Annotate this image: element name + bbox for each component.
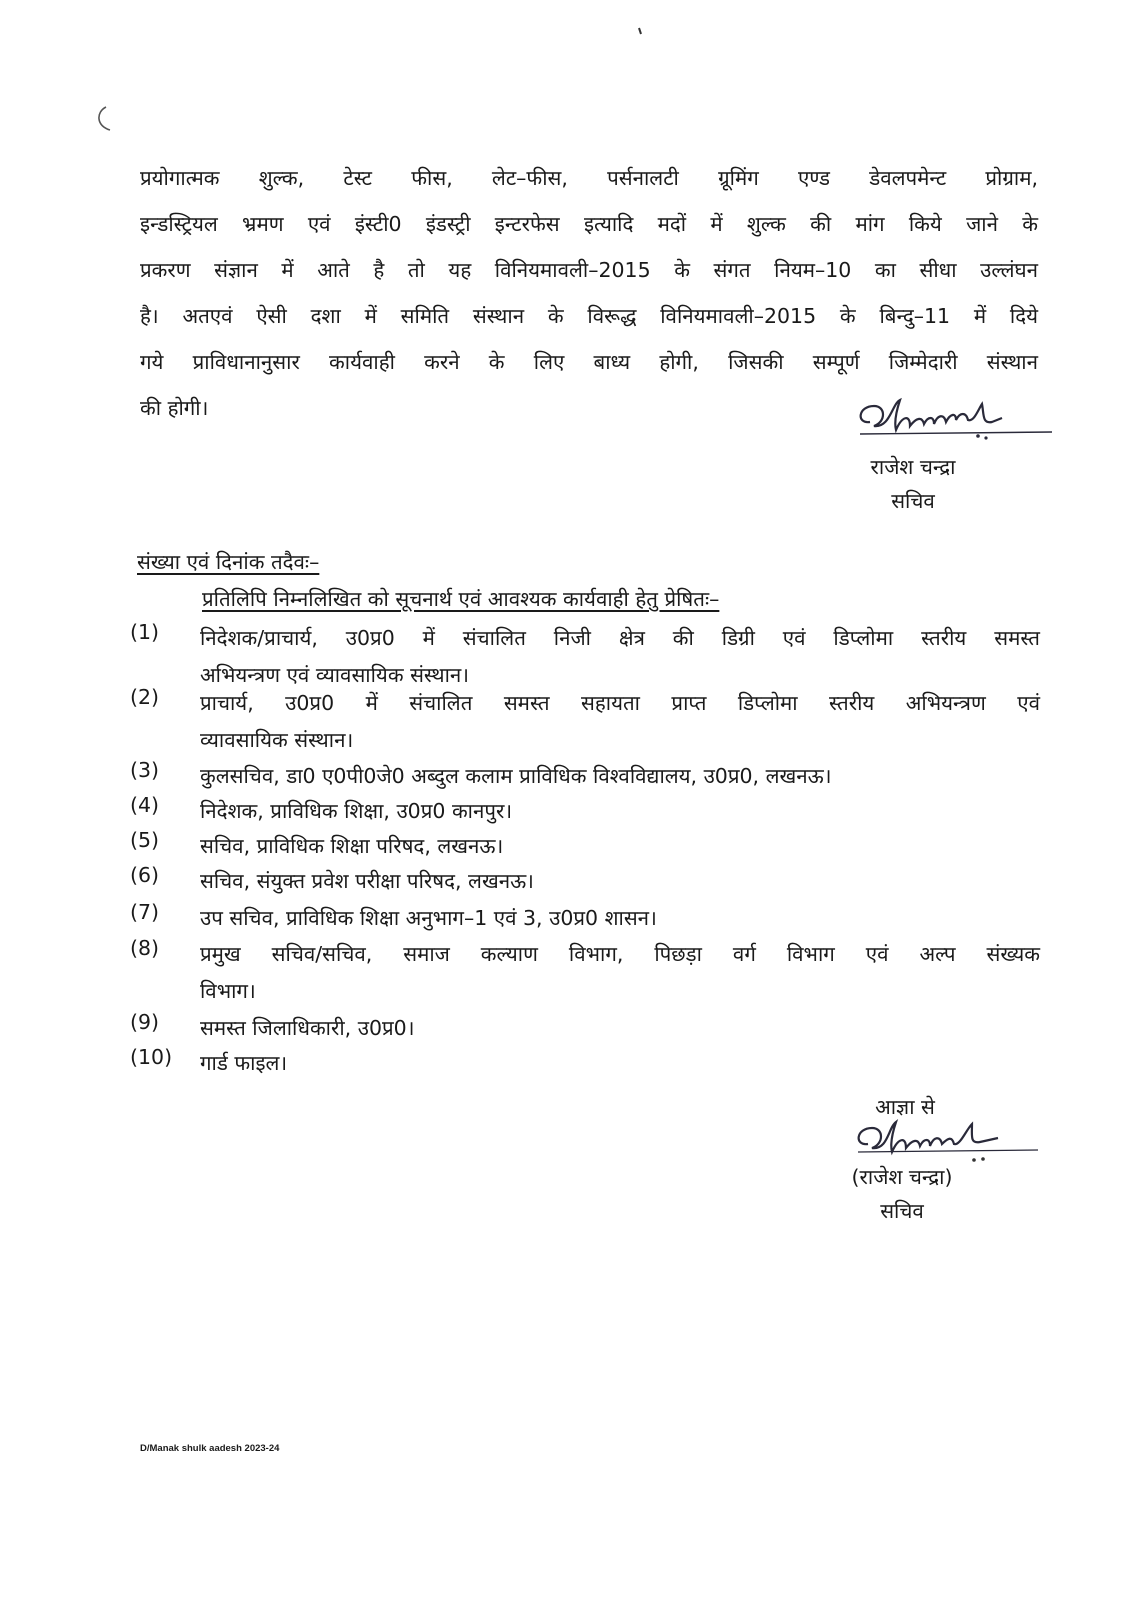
scan-speck: [636, 26, 644, 36]
item-text: निदेशक, प्राविधिक शिक्षा, उ0प्र0 कानपुर।: [200, 799, 513, 823]
item-number: (5): [130, 828, 160, 852]
signature-block-2: [832, 1160, 972, 1228]
item-number: (9): [130, 1010, 160, 1034]
paragraph-line: प्रयोगात्मक शुल्क, टेस्ट फीस, लेट–फीस, पर्सनालटी ग्रूमिंग एण्ड डेवलपमेन्ट प्रोग्राम,: [140, 166, 1038, 190]
paragraph-line: की होगी।: [140, 396, 209, 420]
paragraph-line: प्रकरण संज्ञान में आते है तो यह विनियमावली–2015 के संगत नियम–10 का सीधा उल्लंघन: [140, 258, 1038, 282]
item-text: उप सचिव, प्राविधिक शिक्षा अनुभाग–1 एवं 3, उ0प्र0 शासन।: [200, 906, 657, 930]
item-number: (4): [130, 793, 160, 817]
item-text: व्यावसायिक संस्थान।: [200, 728, 354, 752]
item-number: (10): [130, 1045, 173, 1069]
item-text: अभियन्त्रण एवं व्यावसायिक संस्थान।: [200, 663, 470, 687]
item-text: सचिव, प्राविधिक शिक्षा परिषद, लखनऊ।: [200, 834, 504, 858]
signatory-name: (राजेश चन्द्रा): [851, 1165, 953, 1189]
item-number: (1): [130, 620, 160, 644]
paragraph-line: गये प्राविधानानुसार कार्यवाही करने के लिए बाध्य होगी, जिसकी सम्पूर्ण जिम्मेदारी संस्थान: [140, 350, 1038, 374]
ink-dots: [970, 1156, 990, 1166]
item-text: निदेशक/प्राचार्य, उ0प्र0 में संचालित निजी क्षेत्र की डिग्री एवं डिप्लोमा स्तरीय समस्त: [200, 626, 1040, 650]
copy-intro-heading: प्रतिलिपि निम्नलिखित को सूचनार्थ एवं आवश्यक कार्यवाही हेतु प्रेषितः–: [202, 587, 720, 611]
item-number: (2): [130, 685, 160, 709]
item-number: (8): [130, 936, 160, 960]
by-order-label: आज्ञा से: [875, 1095, 935, 1119]
file-reference-code: D/Manak shulk aadesh 2023-24: [140, 1443, 280, 1454]
signatory-designation: सचिव: [880, 1199, 924, 1223]
item-text: सचिव, संयुक्त प्रवेश परीक्षा परिषद, लखनऊ।: [200, 869, 534, 893]
signatory-name: राजेश चन्द्रा: [870, 455, 956, 479]
signatory-designation: सचिव: [891, 489, 935, 513]
body-paragraph: [140, 155, 1038, 431]
item-text: कुलसचिव, डा0 ए0पी0जे0 अब्दुल कलाम प्राविधिक विश्वविद्यालय, उ0प्र0, लखनऊ।: [200, 764, 832, 788]
item-number: (6): [130, 863, 160, 887]
item-text: समस्त जिलाधिकारी, उ0प्र0।: [200, 1016, 415, 1040]
item-text: विभाग।: [200, 979, 256, 1003]
item-number: (3): [130, 758, 160, 782]
scan-curve-mark: [92, 104, 118, 134]
item-text: प्राचार्य, उ0प्र0 में संचालित समस्त सहायता प्राप्त डिप्लोमा स्तरीय अभियन्त्रण एवं: [200, 691, 1040, 715]
signature-block-1: [838, 450, 988, 518]
reference-heading: संख्या एवं दिनांक तदैवः–: [137, 550, 320, 574]
signature-graphic: [852, 392, 1072, 448]
paragraph-line: है। अतएवं ऐसी दशा में समिति संस्थान के विरूद्ध विनियमावली–2015 के बिन्दु–11 में दिये: [140, 304, 1038, 328]
item-text: प्रमुख सचिव/सचिव, समाज कल्याण विभाग, पिछड़ा वर्ग विभाग एवं अल्प संख्यक: [200, 942, 1040, 966]
item-text: गार्ड फाइल।: [200, 1051, 288, 1075]
paragraph-line: इन्डस्ट्रियल भ्रमण एवं इंस्टी0 इंडस्ट्री इन्टरफेस इत्यादि मदों में शुल्क की मांग किये जाने के: [140, 212, 1038, 236]
item-number: (7): [130, 900, 160, 924]
